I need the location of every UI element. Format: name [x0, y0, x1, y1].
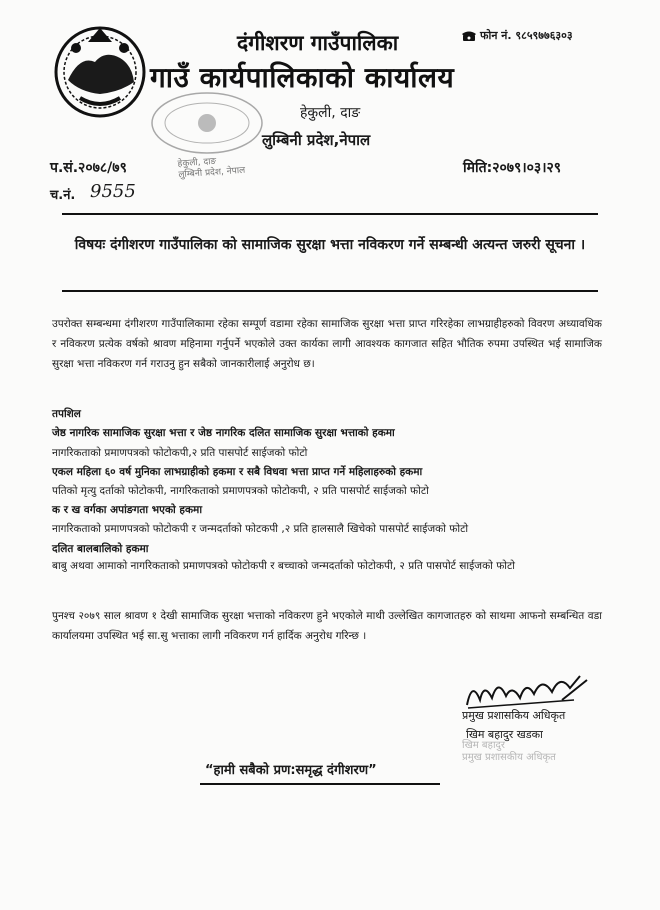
subject-divider: [62, 290, 598, 292]
seal-line-1: हेकुली, दाङ: [177, 156, 217, 170]
item-2-text: पतिको मृत्यु दर्ताको फोटोकपी, नागरिकताको प्रमाणपत्रको फोटोकपी, २ प्रति पासपोर्ट साईजको फोटो: [52, 485, 429, 497]
address-city: हेकुली, दाङ: [300, 105, 361, 121]
item-4-text: बाबु अथवा आमाको नागरिकताको प्रमाणपत्रको फोटोकपी र बच्चाको जन्मदर्ताको फोटोकपी, २ प्रति पासपोर्ट साईजको फोटो: [52, 560, 516, 572]
item-1-title: जेष्ठ नागरिक सामाजिक सुरक्षा भत्ता र जेष्ठ नागरिक दलित सामाजिक सुरक्षा भत्ताको हकमा: [52, 427, 395, 439]
signatory-name: खिम बहादुर खडका: [466, 728, 543, 741]
seal-line-2: लुम्बिनी प्रदेश, नेपाल: [178, 165, 246, 181]
item-2-title: एकल महिला ६० वर्ष मुनिका लाभग्राहीको हकमा र सबै विधवा भत्ता प्राप्त गर्ने महिलाहरुको हकमा: [52, 466, 423, 478]
intro-paragraph: उपरोक्त सम्बन्धमा दंगीशरण गाउँपालिकामा रहेका सम्पूर्ण वडामा रहेका सामाजिक सुरक्षा भत्ता प्राप्त गरिरहेका लाभग्राहीहरुको विवरण अध्यावधिक र नविकरण प्रत्येक वर्षको श्रावण महिनामा गर्नुपर्ने भएकोले उक्त कार्यका लागी आवश्यक कागजात सहित भौतिक रुपमा उपस्थित भई सामाजिक सुरक्षा भत्ता नविकरण गर्न गराउनु हुन सबैको जानकारीलाई अनुरोध छ।: [52, 318, 602, 370]
address-province: लुम्बिनी प्रदेश,नेपाल: [262, 131, 371, 149]
faint-stamp-line-2: प्रमुख प्रशासकीय अधिकृत: [462, 752, 556, 763]
header-divider: [62, 213, 598, 215]
seal-text: [177, 155, 245, 182]
item-4-title: दलित बालबालिको हकमा: [52, 543, 149, 555]
item-1-text: नागरिकताको प्रमाणपत्रको फोटोकपी,२ प्रति पासपोर्ट साईजको फोटो: [52, 447, 308, 459]
government-emblem-icon: [50, 20, 150, 120]
motto-underline: [200, 783, 440, 785]
telephone-icon: [462, 30, 476, 42]
item-3-title: क र ख वर्गका अपांङगता भएको हकमा: [52, 504, 203, 516]
reference-number: प.सं.२०७८/७९: [50, 160, 127, 176]
phone-number: [462, 28, 573, 43]
office-name: दंगीशरण गाउँपालिका: [237, 31, 399, 55]
faint-stamp-line-1: खिम बहादुर: [462, 740, 505, 751]
item-3-text: नागरिकताको प्रमाणपत्रको फोटोकपी र जन्मदर्ताको फोटकपी ,२ प्रति हालसालै खिचेको पासपोर्ट साईजको फोटो: [52, 523, 469, 535]
faint-stamp: [462, 740, 556, 764]
motto: “हामी सबैको प्रण:समृद्ध दंगीशरण”: [205, 763, 377, 778]
list-heading: तपशिल: [52, 408, 81, 420]
phone-text: फोन नं. ९८५९७७६३०३: [480, 29, 573, 42]
dispatch-label: च.नं.: [50, 188, 76, 203]
closing-paragraph: पुनश्च २०७९ साल श्रावण १ देखी सामाजिक सुरक्षा भत्ताको नविकरण हुने भएकोले माथी उल्लेखित कागजातहरु को साथमा आफनो सम्बन्धित वडा कार्यालयमा उपस्थित भई सा.सु भत्ताका लागी नविकरण गर्न हार्दिक अनुरोध गरिन्छ ।: [52, 610, 602, 642]
office-title: गाउँ कार्यपालिकाको कार्यालय: [150, 61, 455, 94]
issue-date: मिति:२०७९।०३।२९: [463, 160, 562, 176]
notice-subject: विषयः दंगीशरण गाउँपालिका को सामाजिक सुरक्षा भत्ता नविकरण गर्ने सम्बन्धी अत्यन्त जरुरी सूचना ।: [74, 237, 586, 253]
dispatch-number: 9555: [90, 181, 136, 202]
signatory-title: प्रमुख प्रशासकिय अधिकृत: [462, 709, 566, 722]
